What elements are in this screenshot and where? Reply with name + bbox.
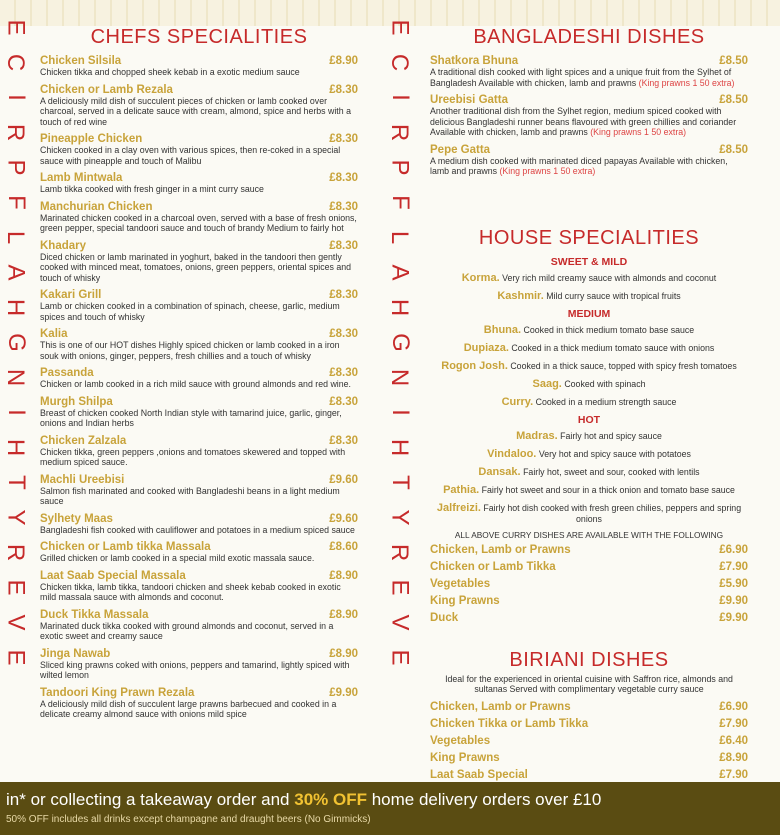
biriani-price-list [430, 701, 748, 792]
border-letter: A [2, 264, 30, 281]
menu-item-row [40, 172, 358, 184]
house-item [430, 378, 748, 390]
menu-item-price: £8.30 [329, 83, 358, 96]
menu-item-row [40, 396, 358, 408]
menu-item-name: Kakari Grill [40, 289, 102, 301]
price-row [430, 544, 748, 556]
house-item [430, 272, 748, 284]
menu-item-row [430, 144, 748, 156]
menu-item-desc: Salmon fish marinated and cooked with Bangladeshi beans in a light medium sauce [40, 485, 340, 506]
menu-item-price: £8.50 [719, 143, 748, 156]
border-letter: Y [2, 509, 30, 526]
house-item-name: Madras. [516, 429, 558, 442]
menu-item-price: £8.50 [719, 55, 748, 67]
house-item-name: Saag. [532, 377, 562, 390]
menu-item-name: Machli Ureebisi [40, 473, 125, 486]
heat-heading: HOT [577, 413, 601, 426]
menu-item [40, 201, 358, 234]
border-letter: V [2, 614, 30, 631]
border-letter: E [2, 579, 30, 596]
menu-item-desc: Chicken tikka and chopped sheek kebab in a exotic medium sauce [40, 67, 300, 77]
menu-item-desc: Chicken cooked in a clay oven with various spices, then re-coked in a special sauce with pineapple and touch of Malibu [40, 145, 341, 166]
menu-item-row [40, 328, 358, 340]
price-option-price: £6.90 [719, 700, 748, 713]
menu-item [40, 289, 358, 322]
price-row [430, 769, 748, 781]
menu-item-row [40, 513, 358, 525]
menu-item-price: £8.30 [329, 367, 358, 379]
menu-item-desc-text: A traditional dish cooked with light spices and a unique fruit from the Sylhet of Bangladesh Available with chicken, lamb and prawns [430, 67, 732, 88]
house-item-desc: Cooked in a thick medium tomato sauce with onions [511, 342, 715, 353]
border-letter: E [386, 579, 414, 596]
menu-item [40, 328, 358, 361]
house-item [430, 466, 748, 478]
house-item-name: Rogon Josh. [441, 359, 508, 372]
promo-line-1 [6, 790, 601, 810]
house-item [430, 360, 748, 372]
menu-item-desc: Bangladeshi fish cooked with cauliflower and potatoes in a medium spiced sauce [40, 524, 355, 535]
menu-item-row [40, 367, 358, 379]
price-option-name: King Prawns [430, 594, 500, 607]
price-option-price: £7.90 [719, 768, 748, 781]
menu-item-desc [430, 156, 748, 177]
menu-item-price: £9.90 [329, 686, 358, 699]
menu-item [430, 94, 748, 138]
promo-text-c: home delivery orders over £10 [366, 790, 602, 809]
left-column [40, 0, 358, 726]
menu-item-row [40, 687, 358, 699]
menu-item-name: Lamb Mintwala [40, 172, 123, 184]
promo-highlight: 30% OFF [294, 790, 367, 809]
border-letter: L [2, 230, 30, 245]
price-option [430, 561, 748, 573]
house-item-desc: Cooked in a thick sauce, topped with spicy fresh tomatoes [510, 360, 737, 371]
border-letter: R [2, 543, 30, 562]
menu-item [430, 55, 748, 88]
house-item-name: Pathia. [443, 483, 480, 496]
menu-item-price: £9.60 [329, 512, 358, 525]
menu-item-row [40, 84, 358, 96]
house-price-list [430, 544, 748, 624]
house-item-desc: Fairly hot and spicy sauce [560, 430, 662, 441]
border-letter: I [2, 94, 30, 101]
price-row [430, 701, 748, 713]
menu-item-price: £8.30 [329, 328, 358, 340]
heat-heading: MEDIUM [567, 307, 611, 320]
price-row [430, 561, 748, 573]
house-item-name: Jalfreizi. [436, 501, 481, 514]
border-letter: C [2, 53, 30, 72]
price-option [430, 735, 748, 747]
biriani-intro: Ideal for the experienced in oriental cuisine with Saffron rice, almonds and sultanas Served with complimentary vegetable curry sauce [445, 673, 733, 694]
house-item-name: Dupiaza. [463, 341, 509, 354]
menu-item-row [40, 435, 358, 447]
menu-item-row [430, 55, 748, 67]
house-item [430, 324, 748, 336]
border-letter: Y [386, 509, 414, 526]
menu-item-row [40, 201, 358, 213]
border-letter: E [386, 649, 414, 666]
price-option-name: Vegetables [430, 734, 491, 747]
menu-item [40, 84, 358, 128]
menu-item-row [40, 609, 358, 621]
price-option [430, 544, 748, 556]
border-letter: R [2, 123, 30, 142]
menu-item [40, 687, 358, 720]
menu-item-desc: A deliciously mild dish of succulent pieces of chicken or lamb cooked over charcoal, served in a delicate sauce with cream, almond, spice and herbs with a touch of red wine [40, 95, 351, 127]
house-item-desc: Fairly hot sweet and sour in a thick onion and tomato base sauce [481, 484, 735, 495]
menu-item-price: £8.90 [329, 647, 358, 660]
price-option-price: £6.40 [719, 734, 748, 747]
menu-item-price: £8.30 [329, 239, 358, 252]
menu-item-price: £8.90 [329, 608, 358, 621]
menu-item-desc: Chicken tikka, green peppers ,onions and tomatoes skewered and topped with medium spiced sauce. [40, 446, 346, 467]
price-option [430, 595, 748, 607]
price-option-name: Chicken, Lamb or Prawns [430, 543, 571, 556]
menu-item-name: Khadary [40, 239, 87, 252]
bangladeshi-dishes-title: BANGLADESHI DISHES [473, 26, 705, 48]
menu-item-price: £8.60 [329, 541, 358, 553]
menu-item-desc: Breast of chicken cooked North Indian style with tamarind juice, garlic, ginger, onions and Indian herbs [40, 407, 342, 428]
chefs-list [40, 55, 358, 720]
menu-item-name: Chicken Zalzala [40, 434, 127, 447]
house-item-name: Curry. [501, 395, 534, 408]
menu-item [40, 609, 358, 642]
price-option-price: £9.90 [719, 594, 748, 607]
border-letter: G [386, 333, 414, 352]
border-letter: N [2, 368, 30, 387]
price-option [430, 701, 748, 713]
menu-item-row [40, 240, 358, 252]
price-option-name: Duck [430, 611, 459, 624]
menu-item-desc: Marinated chicken cooked in a charcoal oven, served with a base of fresh onions, green pepper, special tandoori sauce and touch of brandy Medium to fairly hot [40, 212, 357, 233]
menu-item [40, 570, 358, 603]
price-row [430, 578, 748, 590]
price-option [430, 578, 748, 590]
border-letter: I [386, 94, 414, 101]
menu-item [40, 648, 358, 681]
menu-item [40, 396, 358, 429]
price-option-price: £9.90 [719, 611, 748, 624]
house-item-name: Vindaloo. [487, 447, 537, 460]
menu-item-price: £8.90 [329, 569, 358, 582]
menu-item [40, 513, 358, 536]
price-row [430, 595, 748, 607]
border-letter: R [386, 123, 414, 142]
menu-item-price: £8.30 [329, 200, 358, 213]
menu-item-name: Duck Tikka Massala [40, 608, 149, 621]
menu-item-desc: Diced chicken or lamb marinated in yoghurt, baked in the tandoori then gently cooked with minced meat, tomatoes, onions, green peppers, oriental spices and touch of whisky [40, 251, 352, 283]
menu-item-price: £9.60 [329, 473, 358, 486]
menu-item-row [40, 541, 358, 553]
price-option-name: Chicken Tikka or Lamb Tikka [430, 717, 589, 730]
right-column [430, 0, 748, 791]
menu-item-row [40, 648, 358, 660]
house-item-desc: Cooked in a medium strength sauce [535, 396, 677, 407]
menu-item [40, 133, 358, 166]
menu-item-price: £8.30 [329, 434, 358, 447]
house-item [430, 484, 748, 496]
house-item-desc: Mild curry sauce with tropical fruits [546, 290, 681, 301]
price-row [430, 612, 748, 624]
menu-item-name: Chicken Silsila [40, 55, 122, 67]
house-item-name: Dansak. [478, 465, 521, 478]
menu-item [40, 541, 358, 564]
bangladeshi-list [430, 55, 748, 177]
menu-item-extra: (King prawns 1 50 extra) [499, 166, 596, 176]
price-option-price: £7.90 [719, 560, 748, 573]
menu-item-desc-text: Another traditional dish from the Sylhet region, medium spiced cooked with delicious Bangladeshi runner beans flavoured with green chillies and coriander Available with chicken, lamb and prawns [430, 106, 737, 137]
menu-item-desc: Sliced king prawns coked with onions, peppers and tamarind, lightly spiced with wilted lemon [40, 659, 350, 680]
price-option-name: King Prawns [430, 751, 500, 764]
border-letter: E [2, 649, 30, 666]
menu-item-name: Kalia [40, 328, 68, 340]
price-option [430, 752, 748, 764]
border-letter: H [386, 298, 414, 317]
house-item [430, 502, 748, 524]
price-option-name: Chicken, Lamb or Prawns [430, 700, 571, 713]
price-option [430, 718, 748, 730]
menu-item-name: Laat Saab Special Massala [40, 569, 186, 582]
house-item-name: Kashmir. [497, 289, 544, 302]
price-option-price: £7.90 [719, 717, 748, 730]
menu-item-row [40, 289, 358, 301]
house-item [430, 290, 748, 302]
menu-item [40, 367, 358, 390]
border-letter: E [2, 19, 30, 36]
price-option-price: £8.90 [719, 751, 748, 764]
border-letter: V [386, 614, 414, 631]
menu-item-price: £8.30 [329, 172, 358, 184]
border-letter: T [386, 475, 414, 490]
menu-item-price: £8.50 [719, 94, 748, 106]
promo-line-2: 50% OFF includes all drinks except champagne and draught beers (No Gimmicks) [6, 814, 371, 825]
house-item-name: Korma. [461, 271, 500, 284]
house-item-name: Bhuna. [483, 323, 522, 336]
house-item-desc: Cooked with spinach [564, 378, 646, 389]
border-letter: A [386, 264, 414, 281]
menu-item-name: Jinga Nawab [40, 647, 111, 660]
menu-item-name: Sylhety Maas [40, 512, 113, 525]
menu-item-row [40, 133, 358, 145]
price-option [430, 612, 748, 624]
house-list [430, 256, 748, 524]
menu-item-desc: Lamb tikka cooked with fresh ginger in a mint curry sauce [40, 184, 264, 194]
menu-item-row [430, 94, 748, 106]
menu-item-desc: This is one of our HOT dishes Highly spiced chicken or lamb cooked in a iron souk with onions, ginger, peppers, fresh chillies and a touch of whisky [40, 340, 340, 361]
menu-item-name: Manchurian Chicken [40, 200, 153, 213]
menu-item [40, 240, 358, 284]
house-item [430, 396, 748, 408]
border-letter: I [2, 409, 30, 416]
price-option-name: Vegetables [430, 577, 491, 590]
menu-item [40, 435, 358, 468]
price-option-price: £6.90 [719, 543, 748, 556]
menu-item-extra: (King prawns 1 50 extra) [638, 77, 735, 88]
menu-item-row [40, 570, 358, 582]
house-item-desc: Cooked in thick medium tomato base sauce [523, 324, 695, 335]
border-letter: F [386, 195, 414, 210]
menu-item-desc: A deliciously mild dish of succulent large prawns barbecued and cooked in a delicate creamy almond sauce with onions mild spice [40, 698, 337, 719]
menu-item-desc: Marinated duck tikka cooked with ground almonds and coconut, served in a exotic sweet and creamy sauce [40, 620, 334, 641]
menu-item-desc [430, 106, 748, 138]
price-option-name: Chicken or Lamb Tikka [430, 560, 556, 573]
menu-item-desc: Chicken or lamb cooked in a rich mild sauce with ground almonds and red wine. [40, 379, 351, 389]
border-letter: F [2, 195, 30, 210]
border-letter: P [386, 159, 414, 176]
house-item-desc: Fairly hot, sweet and sour, cooked with lentils [523, 466, 700, 477]
menu-item-row [40, 474, 358, 486]
menu-item-price: £8.90 [329, 55, 358, 67]
menu-item-name: Ureebisi Gatta [430, 94, 508, 106]
biriani-dishes-title: BIRIANI DISHES [509, 648, 669, 671]
menu-item-name: Tandoori King Prawn Rezala [40, 686, 195, 699]
price-row [430, 752, 748, 764]
promo-text-a: in* or collecting a takeaway order and [6, 790, 295, 809]
heat-heading: SWEET & MILD [550, 255, 628, 268]
menu-item-name: Pepe Gatta [430, 143, 491, 156]
menu-item-desc: Chicken tikka, lamb tikka, tandoori chicken and sheek kebab cooked in exotic mild massala sauce with almonds and coconut. [40, 581, 341, 602]
border-text-middle [386, 10, 414, 780]
menu-item-row [40, 55, 358, 67]
border-text-left [2, 10, 30, 780]
house-specialities-title: HOUSE SPECIALITIES [478, 226, 700, 249]
menu-item-price: £8.30 [329, 395, 358, 408]
house-item-desc: Very hot and spicy sauce with potatoes [538, 448, 691, 459]
curry-availability-note: ALL ABOVE CURRY DISHES ARE AVAILABLE WITH THE FOLLOWING [454, 529, 724, 540]
menu-item-extra: (King prawns 1 50 extra) [590, 127, 687, 137]
menu-item-desc: Grilled chicken or lamb cooked in a special mild exotic massala sauce. [40, 553, 315, 563]
border-letter: G [2, 333, 30, 352]
border-letter: H [2, 298, 30, 317]
border-letter: I [386, 409, 414, 416]
house-item-desc: Very rich mild creamy sauce with almonds and coconut [502, 272, 717, 283]
menu-item-name: Passanda [40, 367, 94, 379]
border-letter: R [386, 543, 414, 562]
price-option-price: £5.90 [719, 577, 748, 590]
border-letter: H [2, 438, 30, 457]
border-letter: H [386, 438, 414, 457]
menu-item-name: Shatkora Bhuna [430, 55, 519, 67]
border-letter: T [2, 475, 30, 490]
menu-item-name: Murgh Shilpa [40, 395, 113, 408]
border-letter: N [386, 368, 414, 387]
menu-item-desc-text: A medium dish cooked with marinated diced papayas Available with chicken, lamb and prawns [430, 155, 728, 176]
border-letter: C [386, 53, 414, 72]
menu-item-price: £8.30 [329, 289, 358, 301]
price-row [430, 718, 748, 730]
menu-item [430, 144, 748, 177]
border-letter: P [2, 159, 30, 176]
menu-item [40, 172, 358, 195]
menu-item-desc: Lamb or chicken cooked in a combination of spinach, cheese, garlic, medium spices and touch of whisky [40, 301, 340, 322]
chefs-specialities-title: CHEFS SPECIALITIES [90, 26, 308, 48]
house-item-desc: Fairly hot dish cooked with fresh green chilies, peppers and spring onions [483, 502, 742, 524]
house-item [430, 430, 748, 442]
house-item [430, 342, 748, 354]
promo-banner [0, 782, 780, 835]
menu-item-name: Chicken or Lamb tikka Massala [40, 541, 211, 553]
price-row [430, 735, 748, 747]
menu-item [40, 474, 358, 507]
border-letter: L [386, 230, 414, 245]
menu-item-name: Chicken or Lamb Rezala [40, 83, 173, 96]
menu-item-desc [430, 67, 748, 88]
border-letter: E [386, 19, 414, 36]
menu-item [40, 55, 358, 78]
house-item [430, 448, 748, 460]
menu-item-price: £8.30 [329, 133, 358, 145]
price-option-name: Laat Saab Special [430, 768, 528, 781]
menu-item-name: Pineapple Chicken [40, 133, 143, 145]
